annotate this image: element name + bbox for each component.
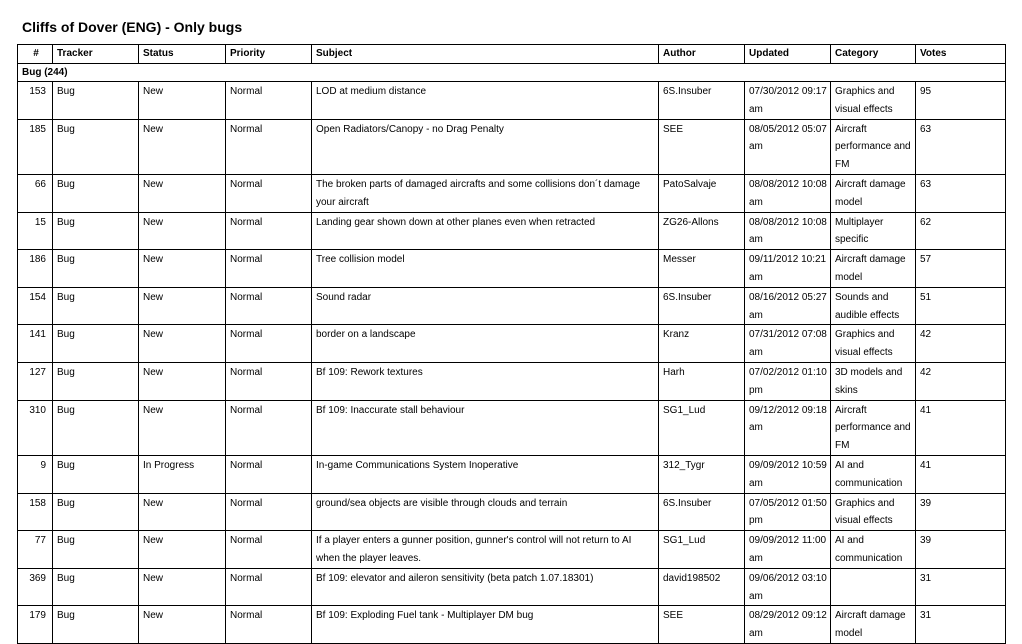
issue-category: Aircraft damage model: [831, 606, 916, 644]
issue-id: 186: [18, 250, 53, 288]
issue-subject-link[interactable]: Bf 109: Rework textures: [312, 362, 659, 400]
issue-votes: 63: [916, 119, 1006, 174]
issue-id: 77: [18, 531, 53, 569]
issue-subject-link[interactable]: LOD at medium distance: [312, 82, 659, 120]
issue-status: New: [139, 531, 226, 569]
issue-author-link[interactable]: 312_Tygr: [659, 455, 745, 493]
issue-updated: 07/02/2012 01:10 pm: [745, 362, 831, 400]
issue-category: Aircraft damage model: [831, 174, 916, 212]
issue-votes: 42: [916, 362, 1006, 400]
issue-tracker: Bug: [53, 82, 139, 120]
issue-status: In Progress: [139, 455, 226, 493]
issue-status: New: [139, 287, 226, 325]
issue-tracker: Bug: [53, 362, 139, 400]
issue-priority: Normal: [226, 531, 312, 569]
issue-votes: 39: [916, 531, 1006, 569]
issue-author-link[interactable]: SEE: [659, 119, 745, 174]
column-header-author[interactable]: Author: [659, 45, 745, 64]
issue-subject-link[interactable]: ground/sea objects are visible through clouds and terrain: [312, 493, 659, 531]
issue-priority: Normal: [226, 493, 312, 531]
issue-updated: 07/31/2012 07:08 am: [745, 325, 831, 363]
table-row[interactable]: [18, 119, 1006, 174]
issue-status: New: [139, 362, 226, 400]
issue-votes: 42: [916, 325, 1006, 363]
issue-subject-link[interactable]: Bf 109: Exploding Fuel tank - Multiplayer DM bug: [312, 606, 659, 644]
issue-updated: 09/11/2012 10:21 am: [745, 250, 831, 288]
issue-author-link[interactable]: SG1_Lud: [659, 531, 745, 569]
issue-updated: 08/08/2012 10:08 am: [745, 212, 831, 250]
table-row[interactable]: [18, 174, 1006, 212]
issue-category: Graphics and visual effects: [831, 82, 916, 120]
issue-subject-link[interactable]: Sound radar: [312, 287, 659, 325]
issue-status: New: [139, 250, 226, 288]
issue-votes: 39: [916, 493, 1006, 531]
issue-votes: 57: [916, 250, 1006, 288]
issue-priority: Normal: [226, 119, 312, 174]
issue-id: 154: [18, 287, 53, 325]
issue-id: 66: [18, 174, 53, 212]
table-row[interactable]: [18, 212, 1006, 250]
issue-id: 310: [18, 400, 53, 455]
issue-id: 153: [18, 82, 53, 120]
column-header-updated[interactable]: Updated: [745, 45, 831, 64]
column-header-category[interactable]: Category: [831, 45, 916, 64]
column-header-votes[interactable]: Votes: [916, 45, 1006, 64]
issue-priority: Normal: [226, 606, 312, 644]
issue-status: New: [139, 174, 226, 212]
issue-subject-link[interactable]: Landing gear shown down at other planes even when retracted: [312, 212, 659, 250]
page-title: Cliffs of Dover (ENG) - Only bugs: [22, 19, 243, 35]
issue-tracker: Bug: [53, 568, 139, 606]
issue-updated: 09/06/2012 03:10 am: [745, 568, 831, 606]
issue-updated: 09/09/2012 11:00 am: [745, 531, 831, 569]
issue-updated: 08/16/2012 05:27 am: [745, 287, 831, 325]
issue-tracker: Bug: [53, 400, 139, 455]
issue-priority: Normal: [226, 362, 312, 400]
issue-priority: Normal: [226, 400, 312, 455]
issue-tracker: Bug: [53, 531, 139, 569]
table-row[interactable]: [18, 362, 1006, 400]
issue-updated: 08/29/2012 09:12 am: [745, 606, 831, 644]
issue-author-link[interactable]: ZG26-Allons: [659, 212, 745, 250]
issue-status: New: [139, 606, 226, 644]
issue-tracker: Bug: [53, 606, 139, 644]
issue-tracker: Bug: [53, 250, 139, 288]
issue-id: 141: [18, 325, 53, 363]
issue-votes: 41: [916, 455, 1006, 493]
issue-id: 179: [18, 606, 53, 644]
issue-priority: Normal: [226, 82, 312, 120]
column-header-status[interactable]: Status: [139, 45, 226, 64]
issue-category: AI and communication: [831, 531, 916, 569]
issue-category: Graphics and visual effects: [831, 325, 916, 363]
issue-author-link[interactable]: 6S.Insuber: [659, 82, 745, 120]
issue-votes: 62: [916, 212, 1006, 250]
issue-category: Sounds and audible effects: [831, 287, 916, 325]
issue-author-link[interactable]: SEE: [659, 606, 745, 644]
column-header-priority[interactable]: Priority: [226, 45, 312, 64]
issue-author-link[interactable]: Kranz: [659, 325, 745, 363]
issue-tracker: Bug: [53, 212, 139, 250]
issue-tracker: Bug: [53, 174, 139, 212]
issue-status: New: [139, 568, 226, 606]
issue-priority: Normal: [226, 287, 312, 325]
issue-category: Multiplayer specific: [831, 212, 916, 250]
issue-updated: 08/05/2012 05:07 am: [745, 119, 831, 174]
issue-id: 369: [18, 568, 53, 606]
issue-status: New: [139, 82, 226, 120]
issue-updated: 07/05/2012 01:50 pm: [745, 493, 831, 531]
issue-votes: 41: [916, 400, 1006, 455]
issue-author-link[interactable]: SG1_Lud: [659, 400, 745, 455]
issue-author-link[interactable]: Harh: [659, 362, 745, 400]
issue-author-link[interactable]: 6S.Insuber: [659, 287, 745, 325]
group-row: [18, 64, 1006, 82]
header-row: [18, 45, 1006, 64]
table-row[interactable]: [18, 400, 1006, 455]
issue-subject-link[interactable]: In-game Communications System Inoperative: [312, 455, 659, 493]
issue-author-link[interactable]: PatoSalvaje: [659, 174, 745, 212]
issue-updated: 08/08/2012 10:08 am: [745, 174, 831, 212]
issue-priority: Normal: [226, 568, 312, 606]
issue-priority: Normal: [226, 250, 312, 288]
issue-priority: Normal: [226, 325, 312, 363]
table-row[interactable]: [18, 250, 1006, 288]
issue-votes: 51: [916, 287, 1006, 325]
issue-category: Aircraft performance and FM: [831, 119, 916, 174]
table-row[interactable]: [18, 493, 1006, 531]
issue-category: Aircraft performance and FM: [831, 400, 916, 455]
issue-votes: 95: [916, 82, 1006, 120]
issue-category: Aircraft damage model: [831, 250, 916, 288]
issue-author-link[interactable]: Messer: [659, 250, 745, 288]
table-row[interactable]: [18, 325, 1006, 363]
issue-id: 185: [18, 119, 53, 174]
issue-category: [831, 568, 916, 606]
column-header-tracker[interactable]: Tracker: [53, 45, 139, 64]
issue-author-link[interactable]: 6S.Insuber: [659, 493, 745, 531]
table-row[interactable]: [18, 455, 1006, 493]
issue-priority: Normal: [226, 455, 312, 493]
table-row[interactable]: [18, 82, 1006, 120]
issue-tracker: Bug: [53, 493, 139, 531]
issue-subject-link[interactable]: Bf 109: elevator and aileron sensitivity (beta patch 1.07.18301): [312, 568, 659, 606]
issue-status: New: [139, 400, 226, 455]
issue-subject-link[interactable]: Tree collision model: [312, 250, 659, 288]
issue-votes: 31: [916, 606, 1006, 644]
issue-votes: 31: [916, 568, 1006, 606]
issue-updated: 09/12/2012 09:18 am: [745, 400, 831, 455]
issue-votes: 63: [916, 174, 1006, 212]
issue-tracker: Bug: [53, 325, 139, 363]
issue-category: Graphics and visual effects: [831, 493, 916, 531]
column-header-subject[interactable]: Subject: [312, 45, 659, 64]
issue-subject-link[interactable]: The broken parts of damaged aircrafts and some collisions don´t damage your aircraft: [312, 174, 659, 212]
table-row[interactable]: [18, 568, 1006, 606]
issue-status: New: [139, 325, 226, 363]
issue-author-link[interactable]: david198502: [659, 568, 745, 606]
issue-id: 158: [18, 493, 53, 531]
issue-subject-link[interactable]: border on a landscape: [312, 325, 659, 363]
issue-category: AI and communication: [831, 455, 916, 493]
issue-tracker: Bug: [53, 455, 139, 493]
column-header-id[interactable]: #: [18, 45, 53, 64]
issue-subject-link[interactable]: Open Radiators/Canopy - no Drag Penalty: [312, 119, 659, 174]
issue-updated: 09/09/2012 10:59 am: [745, 455, 831, 493]
table-row[interactable]: [18, 287, 1006, 325]
issue-id: 9: [18, 455, 53, 493]
issue-tracker: Bug: [53, 287, 139, 325]
group-label: Bug (244): [18, 64, 1006, 82]
issue-status: New: [139, 119, 226, 174]
issue-status: New: [139, 493, 226, 531]
issue-id: 127: [18, 362, 53, 400]
issue-priority: Normal: [226, 174, 312, 212]
issue-updated: 07/30/2012 09:17 am: [745, 82, 831, 120]
issue-category: 3D models and skins: [831, 362, 916, 400]
issue-subject-link[interactable]: Bf 109: Inaccurate stall behaviour: [312, 400, 659, 455]
issues-table: [17, 44, 1006, 644]
issue-priority: Normal: [226, 212, 312, 250]
issue-status: New: [139, 212, 226, 250]
issue-id: 15: [18, 212, 53, 250]
table-row[interactable]: [18, 531, 1006, 569]
issue-tracker: Bug: [53, 119, 139, 174]
issue-subject-link[interactable]: If a player enters a gunner position, gunner's control will not return to AI when the player leaves.: [312, 531, 659, 569]
